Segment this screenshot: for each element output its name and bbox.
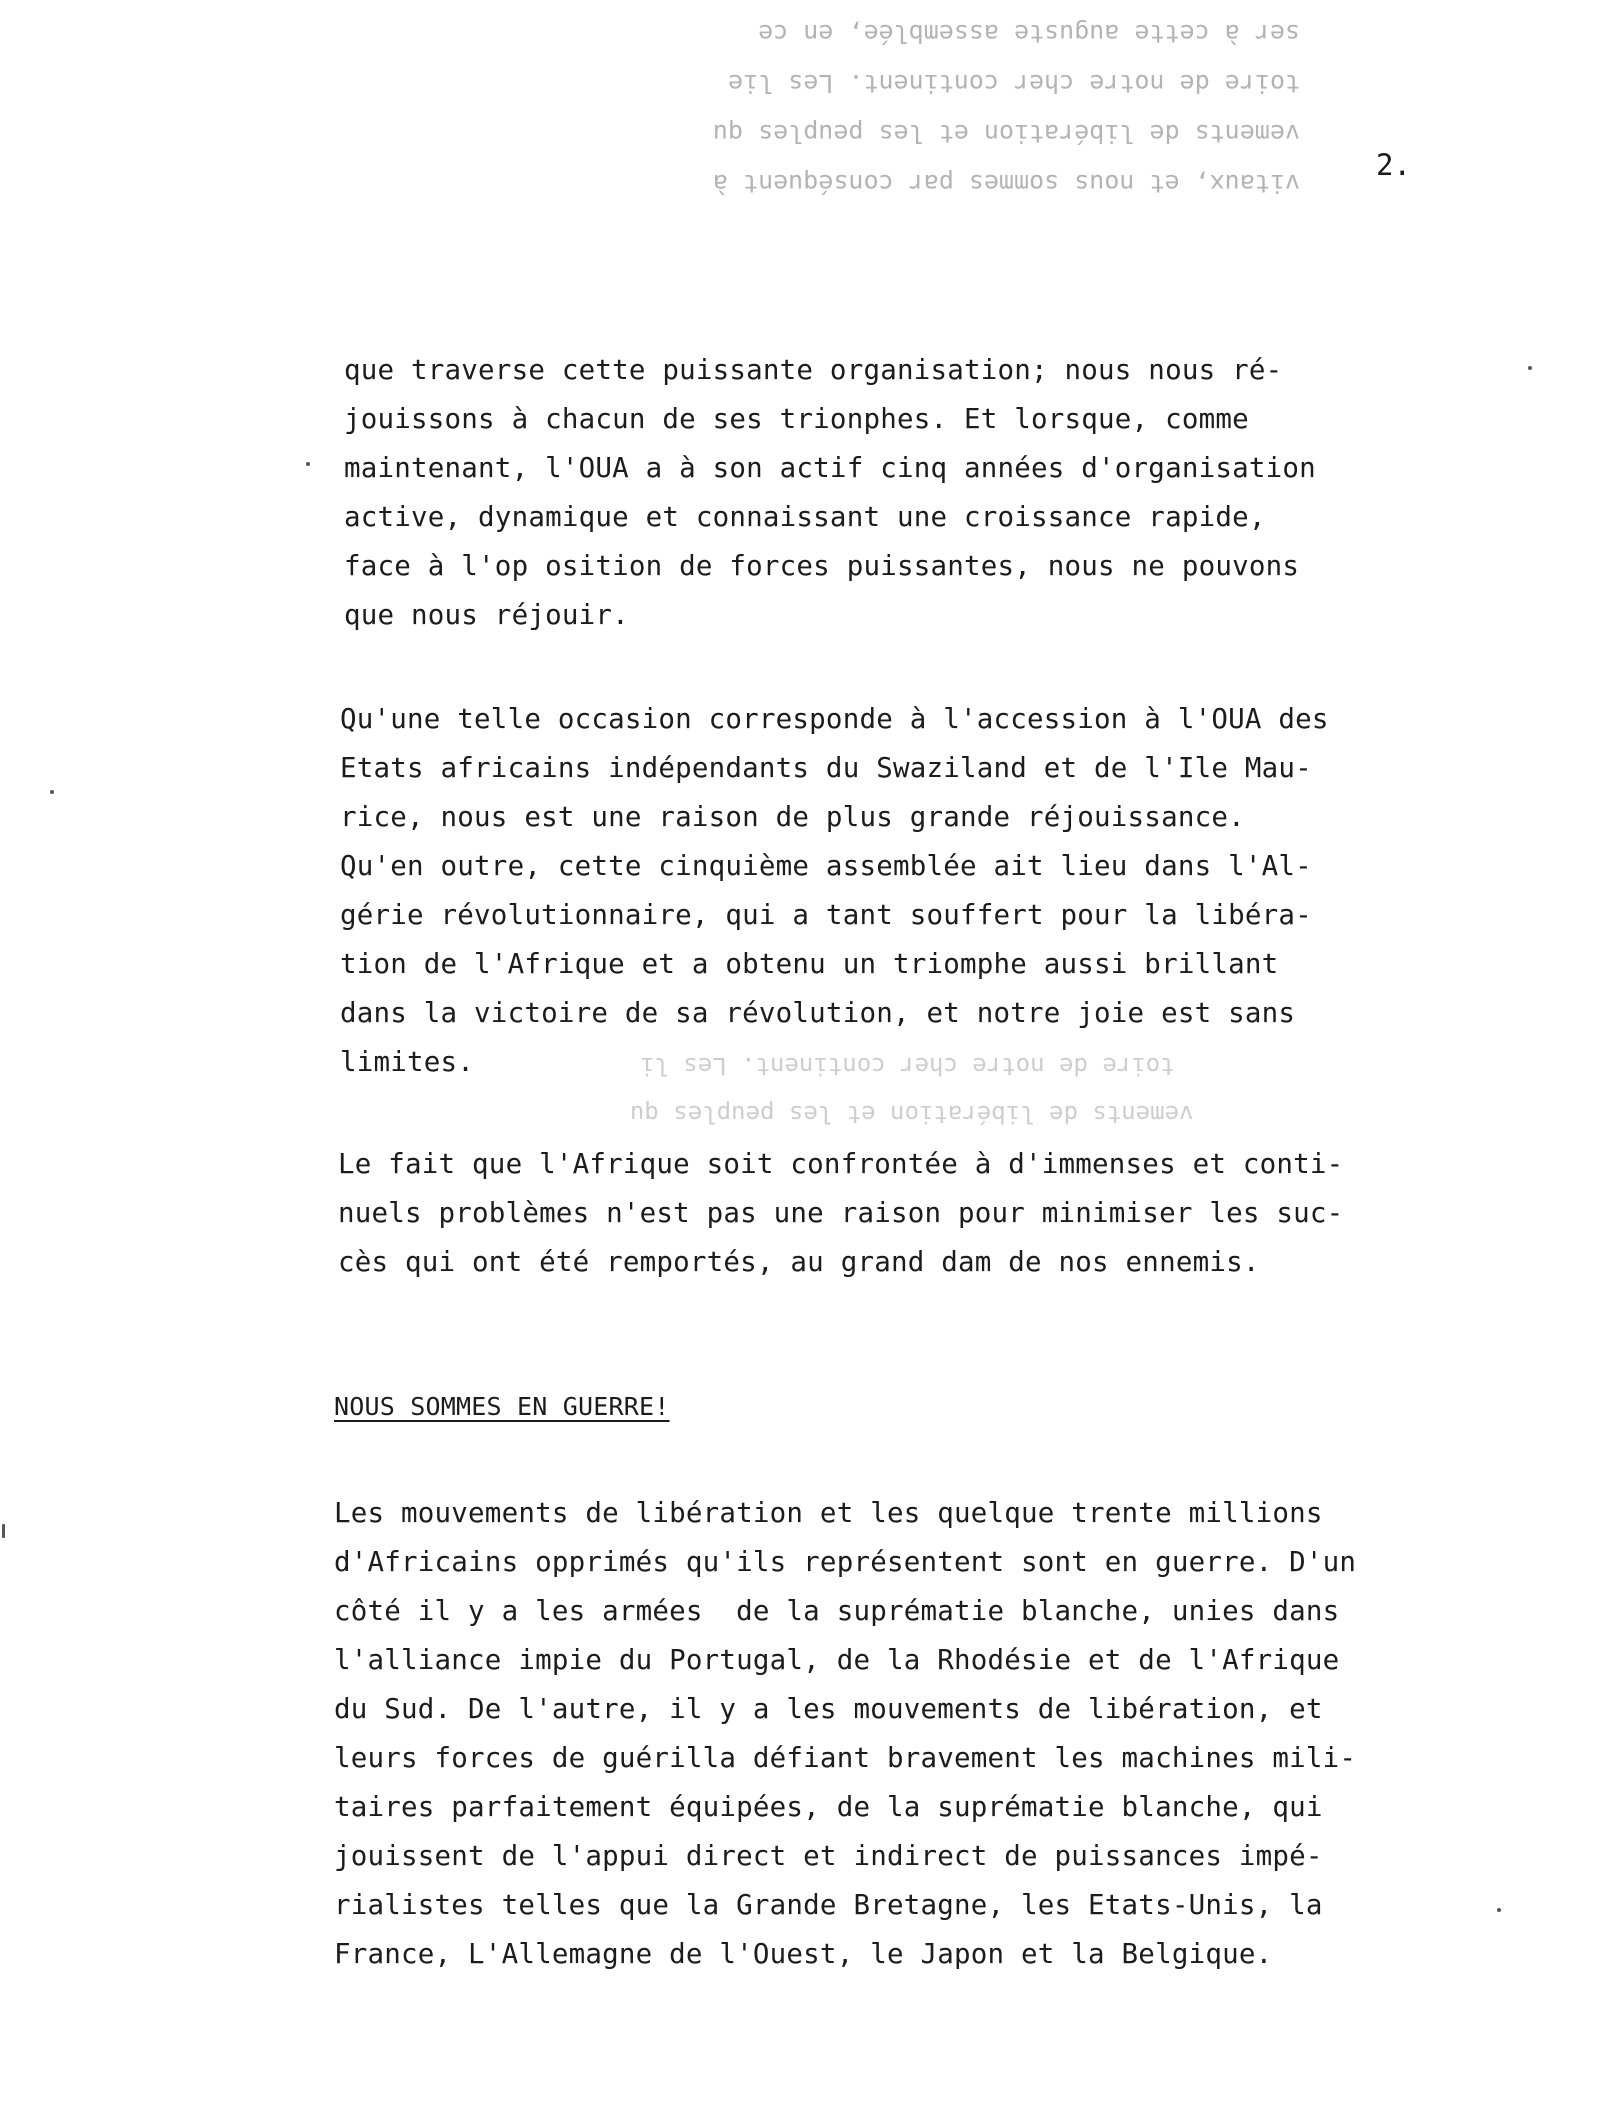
text-line: gérie révolutionnaire, qui a tant souffert pour la libéra- — [340, 899, 1312, 931]
scan-speck — [1497, 1908, 1501, 1912]
text-line: taires parfaitement équipées, de la suprématie blanche, qui — [334, 1791, 1323, 1823]
text-line: Les mouvements de libération et les quelque trente millions — [334, 1497, 1323, 1529]
bleed-line: toire de notre cher continent. Les lie — [728, 69, 1300, 98]
bleed-line: ser à cette auguste assemblée, en ce — [758, 19, 1300, 48]
text-line: rialistes telles que la Grande Bretagne, les Etats-Unis, la — [334, 1889, 1323, 1921]
text-line: tion de l'Afrique et a obtenu un triomphe aussi brillant — [340, 948, 1279, 980]
scan-speck — [306, 462, 310, 466]
text-line: active, dynamique et connaissant une croissance rapide, — [344, 501, 1266, 533]
text-line: rice, nous est une raison de plus grande réjouissance. — [340, 801, 1245, 833]
page-number: 2. — [1376, 148, 1411, 182]
text-line: Le fait que l'Afrique soit confrontée à d'immenses et conti- — [338, 1148, 1344, 1180]
text-line: face à l'op osition de forces puissantes, nous ne pouvons — [344, 550, 1300, 582]
text-line: que nous réjouir. — [344, 599, 629, 631]
text-line: d'Africains opprimés qu'ils représentent sont en guerre. D'un — [334, 1546, 1357, 1578]
text-line: du Sud. De l'autre, il y a les mouvements de libération, et — [334, 1693, 1323, 1725]
text-line: dans la victoire de sa révolution, et notre joie est sans — [340, 997, 1296, 1029]
paragraph-2 — [340, 695, 1329, 1087]
text-line: cès qui ont été remportés, au grand dam de nos ennemis. — [338, 1246, 1260, 1278]
bleed-line: vements de libération et les peuples qu — [713, 119, 1300, 148]
text-line: Etats africains indépendants du Swaziland et de l'Ile Mau- — [340, 752, 1312, 784]
text-line: que traverse cette puissante organisation; nous nous ré- — [344, 354, 1283, 386]
bleed-line-lower: vements de libération et les peuples qu — [630, 1100, 1194, 1128]
text-line: Qu'en outre, cette cinquième assemblée ait lieu dans l'Al- — [340, 850, 1312, 882]
section-heading: NOUS SOMMES EN GUERRE! — [334, 1392, 670, 1421]
bleed-line-lower: toire de notre cher continent. Les li — [640, 1052, 1175, 1080]
scan-speck — [1528, 366, 1532, 370]
text-line: Qu'une telle occasion corresponde à l'accession à l'OUA des — [340, 703, 1329, 735]
text-line: maintenant, l'OUA a à son actif cinq années d'organisation — [344, 452, 1316, 484]
text-line: côté il y a les armées de la suprématie blanche, unies dans — [334, 1595, 1340, 1627]
paragraph-3 — [338, 1140, 1343, 1287]
text-line: leurs forces de guérilla défiant bravement les machines mili- — [334, 1742, 1357, 1774]
text-line: nuels problèmes n'est pas une raison pour minimiser les suc- — [338, 1197, 1344, 1229]
paragraph-4 — [334, 1489, 1356, 1979]
text-line: jouissent de l'appui direct et indirect de puissances impé- — [334, 1840, 1323, 1872]
text-line: l'alliance impie du Portugal, de la Rhodésie et de l'Afrique — [334, 1644, 1340, 1676]
text-line: jouissons à chacun de ses trionphes. Et lorsque, comme — [344, 403, 1249, 435]
text-line: France, L'Allemagne de l'Ouest, le Japon et la Belgique. — [334, 1938, 1273, 1970]
paragraph-1 — [344, 346, 1316, 640]
scan-speck — [50, 790, 54, 794]
scan-speck — [2, 1524, 5, 1538]
text-line: limites. — [340, 1046, 475, 1078]
bleed-through-text — [600, 8, 1300, 208]
bleed-line: vitaux, et nous sommes par conséquent à — [713, 169, 1300, 198]
